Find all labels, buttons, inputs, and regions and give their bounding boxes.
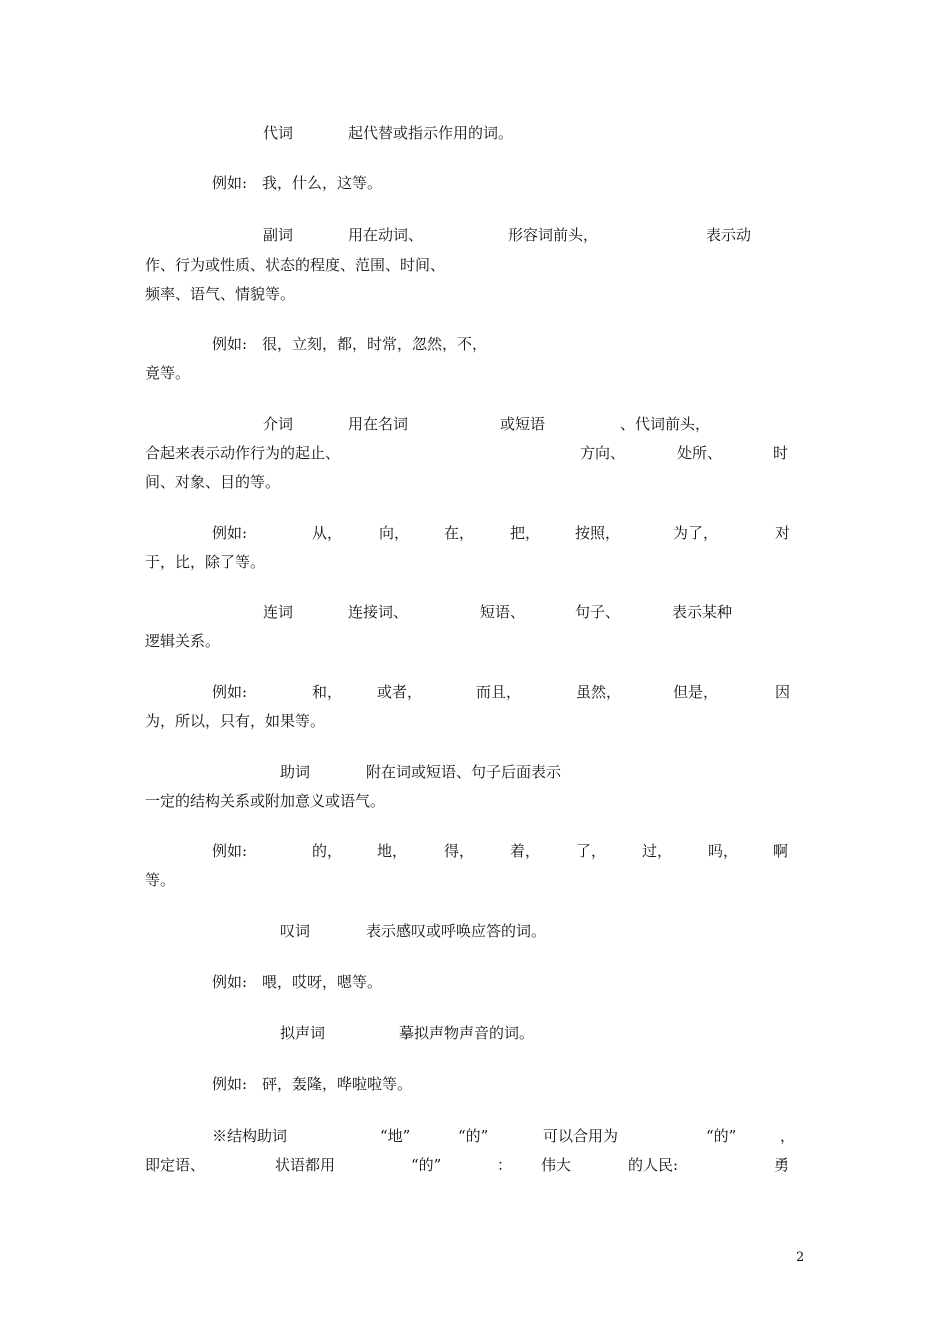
note-line2-d: ： <box>497 1156 513 1174</box>
particle-example-item: 得， <box>444 842 475 860</box>
pronoun-definition: 起代替或指示作用的词。 <box>348 124 514 142</box>
particle-def-line2: 一定的结构关系或附加意义或语气。 <box>145 792 386 810</box>
conjunction-example-item: 虽然， <box>576 683 622 701</box>
pronoun-example-label: 例如: <box>212 174 248 192</box>
note-line2-b: 状语都用 <box>275 1156 336 1174</box>
preposition-example-item: 为了， <box>673 524 719 542</box>
preposition-example-item: 对 <box>775 524 791 542</box>
note-line1-e: “的” <box>706 1127 737 1145</box>
pronoun-example-text: 我，什么，这等。 <box>262 174 383 192</box>
adverb-example-line2: 竟等。 <box>145 364 191 382</box>
particle-example-line2: 等。 <box>145 871 176 889</box>
conjunction-example-item: 或者， <box>377 683 423 701</box>
interjection-example-text: 喂，哎呀，嗯等。 <box>262 973 383 991</box>
particle-example-item: 吗， <box>708 842 739 860</box>
interjection-definition: 表示感叹或呼唤应答的词。 <box>366 922 547 940</box>
particle-example-item: 了， <box>576 842 607 860</box>
note-line1-a: ※结构助词 <box>212 1127 288 1145</box>
interjection-example-label: 例如: <box>212 973 248 991</box>
conjunction-example-item: 因 <box>775 683 791 701</box>
preposition-def-1: 用在名词 <box>348 415 409 433</box>
preposition-example-item: 向， <box>379 524 410 542</box>
preposition-def-line2-b: 方向、 <box>580 444 626 462</box>
particle-example-item: 着， <box>510 842 541 860</box>
preposition-example-line2: 于，比，除了等。 <box>145 553 266 571</box>
particle-term: 助词 <box>280 763 311 781</box>
adverb-def-1: 用在动词、 <box>348 226 424 244</box>
onomatopoeia-definition: 摹拟声物声音的词。 <box>399 1024 535 1042</box>
conjunction-example-label: 例如: <box>212 683 248 701</box>
preposition-def-line2-d: 时 <box>773 444 789 462</box>
interjection-term: 叹词 <box>280 922 311 940</box>
preposition-example-label: 例如: <box>212 524 248 542</box>
onomatopoeia-example-text: 砰，轰隆，哗啦啦等。 <box>262 1075 413 1093</box>
conjunction-example-item: 和， <box>312 683 343 701</box>
preposition-def-line2-a: 合起来表示动作行为的起止、 <box>145 444 341 462</box>
preposition-example-item: 从， <box>312 524 343 542</box>
preposition-def-3: 、代词前头， <box>620 415 711 433</box>
note-line2-g: 勇 <box>774 1156 790 1174</box>
conjunction-example-item: 但是， <box>673 683 719 701</box>
particle-example-label: 例如: <box>212 842 248 860</box>
pronoun-term: 代词 <box>263 124 294 142</box>
conjunction-def-4: 表示某种 <box>672 603 733 621</box>
page-number: 2 <box>796 1250 805 1265</box>
preposition-term: 介词 <box>263 415 294 433</box>
adverb-def-line2: 作、行为或性质、状态的程度、范围、时间、 <box>145 256 446 274</box>
particle-example-item: 地， <box>377 842 408 860</box>
preposition-def-line3: 间、对象、目的等。 <box>145 473 281 491</box>
conjunction-term: 连词 <box>263 603 294 621</box>
conjunction-def-2: 短语、 <box>480 603 526 621</box>
particle-example-item: 过， <box>642 842 673 860</box>
adverb-def-2: 形容词前头， <box>508 226 599 244</box>
note-line2-c: “的” <box>411 1156 442 1174</box>
preposition-example-item: 在， <box>444 524 475 542</box>
onomatopoeia-term: 拟声词 <box>280 1024 326 1042</box>
conjunction-def-3: 句子、 <box>575 603 621 621</box>
conjunction-example-item: 而且， <box>476 683 522 701</box>
note-line2-a: 即定语、 <box>145 1156 206 1174</box>
note-line1-c: “的” <box>458 1127 489 1145</box>
preposition-def-2: 或短语 <box>500 415 546 433</box>
adverb-term: 副词 <box>263 226 294 244</box>
note-line1-d: 可以合用为 <box>543 1127 619 1145</box>
adverb-def-3: 表示动 <box>706 226 752 244</box>
conjunction-def-1: 连接词、 <box>348 603 409 621</box>
adverb-example-label: 例如: <box>212 335 248 353</box>
particle-example-item: 的， <box>312 842 343 860</box>
particle-example-item: 啊 <box>773 842 789 860</box>
conjunction-example-line2: 为，所以，只有，如果等。 <box>145 712 326 730</box>
note-line1-b: “地” <box>380 1127 411 1145</box>
preposition-example-item: 按照， <box>575 524 621 542</box>
note-line1-f: ， <box>780 1127 796 1145</box>
note-line2-f: 的人民: <box>628 1156 679 1174</box>
preposition-def-line2-c: 处所、 <box>677 444 723 462</box>
conjunction-def-line2: 逻辑关系。 <box>145 632 221 650</box>
particle-def-1: 附在词或短语、句子后面表示 <box>366 763 562 781</box>
preposition-example-item: 把， <box>510 524 541 542</box>
onomatopoeia-example-label: 例如: <box>212 1075 248 1093</box>
adverb-def-line3: 频率、语气、情貌等。 <box>145 285 296 303</box>
adverb-example-text: 很，立刻，都，时常，忽然，不， <box>262 335 488 353</box>
note-line2-e: 伟大 <box>541 1156 572 1174</box>
